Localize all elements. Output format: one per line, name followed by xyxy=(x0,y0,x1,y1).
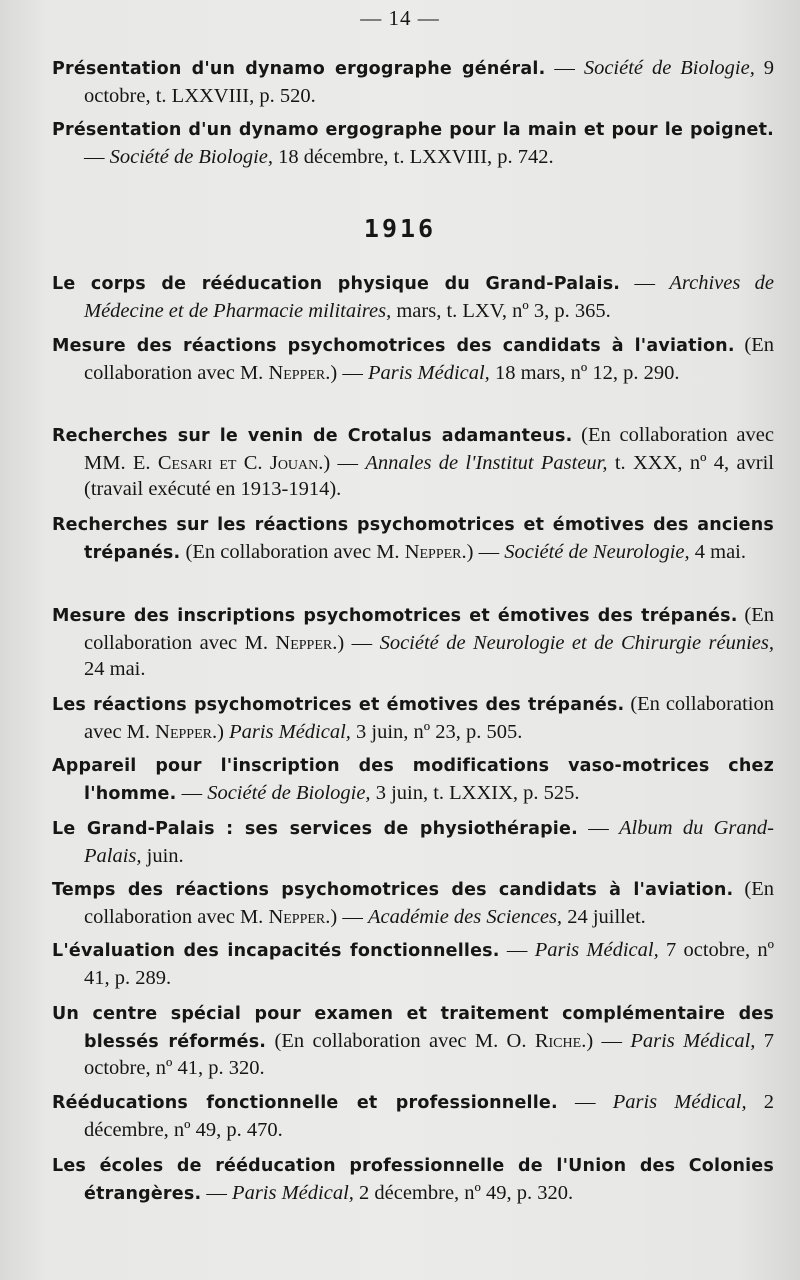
entry-title: Présentation d'un dynamo ergographe pour la main et pour le poignet. xyxy=(52,120,774,140)
entry-journal: Paris Médical, xyxy=(630,1029,756,1052)
entry-details: 24 juillet. xyxy=(562,905,646,928)
entry-journal: Paris Médical, xyxy=(367,361,490,384)
entry-journal: Paris Médical, xyxy=(534,939,659,961)
entry-details: 9 octobre, t. LXXVIII, p. 520. xyxy=(84,57,775,107)
entry-journal: Société de Biologie, xyxy=(583,57,755,79)
entry-details: 2 décembre, nº 49, p. 320. xyxy=(353,1181,574,1204)
entry-title: Les écoles de rééducation professionnelle de l'Union des Colonies étrangères. xyxy=(52,1156,774,1204)
page-number: — 14 — xyxy=(360,6,440,30)
entry-journal: Société de Neurologie et de Chirurgie réunies, xyxy=(379,631,774,654)
entry-details: 24 mai. xyxy=(84,658,146,680)
entry-title: Un centre spécial pour examen et traitement complémentaire des blessés réformés. xyxy=(52,1004,774,1052)
bibliography-entry: Présentation d'un dynamo ergographe général. — Société de Biologie, 9 octobre, t. LXXVIII, p. 520. xyxy=(52,57,775,107)
entry-title: Rééducations fonctionnelle et professionnelle. xyxy=(52,1093,558,1113)
entry-title: Le corps de rééducation physique du Grand-Palais. xyxy=(52,274,621,294)
entry-journal: Société de Biologie, xyxy=(109,145,273,168)
entry-journal: Paris Médical, xyxy=(232,1181,354,1204)
collaborator-names: Nepper xyxy=(268,905,326,928)
entry-title: Recherches sur le venin de Crotalus adamanteus. xyxy=(52,426,573,446)
entry-title: Le Grand-Palais : ses services de physiothérapie. xyxy=(52,819,578,839)
entry-journal: Société de Biologie, xyxy=(207,781,371,804)
entry-journal: Paris Médical, xyxy=(612,1091,747,1113)
collaborator-names: Nepper xyxy=(275,631,333,654)
bibliography-entry: Les écoles de rééducation professionnelle de l'Union des Colonies étrangères. — Paris Médical, 2 décembre, nº 49, p. 320. xyxy=(52,1156,774,1204)
entry-journal: Société de Neurologie, xyxy=(504,540,690,563)
entry-journal: Annales de l'Institut Pasteur, xyxy=(365,451,608,474)
entry-title: Présentation d'un dynamo ergographe général. xyxy=(52,59,546,79)
bibliography-entry: L'évaluation des incapacités fonctionnelles. — Paris Médical, 7 octobre, nº 41, p. 289. xyxy=(52,939,774,989)
collaborator-names: Riche xyxy=(534,1029,582,1052)
collaborator-names: Nepper xyxy=(404,540,462,563)
bibliography-entry: Le corps de rééducation physique du Grand-Palais. — Archives de Médecine et de Pharmacie militaires, mars, t. LXV, nº 3, p. 365. xyxy=(52,272,775,322)
bibliography-entry: Présentation d'un dynamo ergographe pour la main et pour le poignet. — Société de Biologie, 18 décembre, t. LXXVIII, p. 742. xyxy=(52,120,774,168)
bibliography-entry: Mesure des réactions psychomotrices des candidats à l'aviation. (En collaboration avec M. Nepper.) — Paris Médical, 18 mars, nº 12, p. 290. xyxy=(52,334,774,384)
entry-details: 18 mars, nº 12, p. 290. xyxy=(489,361,680,384)
bibliography-entry: Recherches sur les réactions psychomotrices et émotives des anciens trépanés. (En collaboration avec M. Nepper.) — Société de Neurologie, 4 mai. xyxy=(52,515,774,563)
entry-details: 4 mai. xyxy=(689,540,746,563)
entry-title: Recherches sur les réactions psychomotrices et émotives des anciens trépanés. xyxy=(52,515,774,563)
bibliography-entry: Appareil pour l'inscription des modifications vaso-motrices chez l'homme. — Société de Biologie, 3 juin, t. LXXIX, p. 525. xyxy=(52,756,774,804)
entry-details: mars, t. LXV, nº 3, p. 365. xyxy=(391,299,611,322)
entry-details: t. XXX, nº 4, avril (travail exécuté en 1913-1914). xyxy=(84,451,775,500)
entry-title: Les réactions psychomotrices et émotives des trépanés. xyxy=(52,695,625,715)
bibliography-entry: Mesure des inscriptions psychomotrices et émotives des trépanés. (En collaboration avec M. Nepper.) — Société de Neurologie et de Chirurgie réunies, 24 mai. xyxy=(52,604,774,680)
entry-details: 7 octobre, nº 41, p. 320. xyxy=(84,1029,775,1079)
entry-details: juin. xyxy=(141,844,184,867)
entry-journal: Paris Médical, xyxy=(229,720,351,743)
entry-details: 2 décembre, nº 49, p. 470. xyxy=(84,1091,775,1141)
entry-title: Mesure des inscriptions psychomotrices et émotives des trépanés. xyxy=(52,606,738,626)
entry-title: L'évaluation des incapacités fonctionnelles. xyxy=(52,941,500,961)
bibliography-entry: Les réactions psychomotrices et émotives des trépanés. (En collaboration avec M. Nepper.) Paris Médical, 3 juin, nº 23, p. 505. xyxy=(52,693,774,743)
entry-journal: Académie des Sciences, xyxy=(367,905,563,928)
collaborator-names: Cesari et C. Jouan xyxy=(157,451,319,474)
entry-title: Appareil pour l'inscription des modifications vaso-motrices chez l'homme. xyxy=(52,756,774,804)
bibliography-entry: Temps des réactions psychomotrices des candidats à l'aviation. (En collaboration avec M. Nepper.) — Académie des Sciences, 24 juillet. xyxy=(52,878,774,928)
collaborator-names: Nepper xyxy=(268,361,326,384)
bibliography-entry: Rééducations fonctionnelle et professionnelle. — Paris Médical, 2 décembre, nº 49, p. 470. xyxy=(52,1091,775,1141)
bibliography-entry: Un centre spécial pour examen et traitement complémentaire des blessés réformés. (En collaboration avec M. O. Riche.) — Paris Médical, 7 octobre, nº 41, p. 320. xyxy=(52,1004,775,1079)
entry-details: 3 juin, nº 23, p. 505. xyxy=(350,720,523,743)
entry-details: 7 octobre, nº 41, p. 289. xyxy=(84,939,774,989)
year-heading: 1916 xyxy=(363,214,437,243)
entry-journal: Album du Grand-Palais, xyxy=(84,817,774,867)
entry-details: 18 décembre, t. LXXVIII, p. 742. xyxy=(273,145,554,168)
entry-title: Mesure des réactions psychomotrices des candidats à l'aviation. xyxy=(52,336,735,356)
entry-details: 3 juin, t. LXXIX, p. 525. xyxy=(370,781,580,804)
bibliography-entry: Le Grand-Palais : ses services de physiothérapie. — Album du Grand-Palais, juin. xyxy=(52,817,774,867)
entry-journal: Archives de Médecine et de Pharmacie militaires, xyxy=(84,272,775,322)
entry-title: Temps des réactions psychomotrices des candidats à l'aviation. xyxy=(52,880,734,900)
collaborator-names: Nepper xyxy=(155,720,212,743)
bibliography-entry: Recherches sur le venin de Crotalus adamanteus. (En collaboration avec MM. E. Cesari et C. Jouan.) — Annales de l'Institut Pasteur, t. XXX, nº 4, avril (travail exécuté en 1913-1914). xyxy=(52,424,775,500)
